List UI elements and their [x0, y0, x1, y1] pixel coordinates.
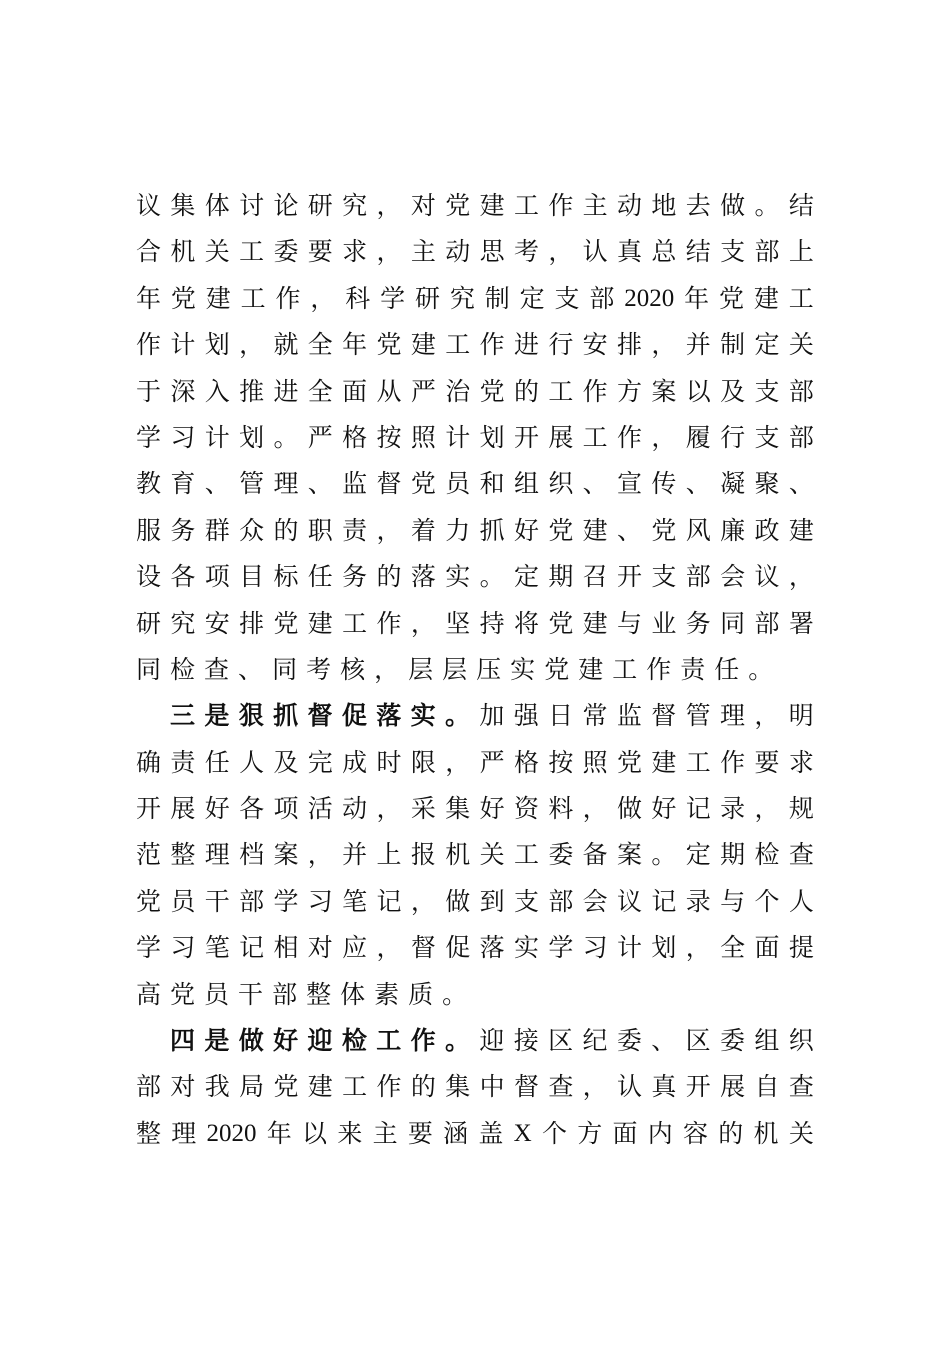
body-text [136, 183, 814, 1157]
text-line: 研 究 安 排 党 建 工 作 ， 坚 持 将 党 建 与 业 务 同 部 署 [136, 608, 814, 638]
text-line: 范 整 理 档 案 ， 并 上 报 机 关 工 委 备 案 。 定 期 检 查 [136, 840, 814, 870]
text-line: 服 务 群 众 的 职 责 ， 着 力 抓 好 党 建 、 党 风 廉 政 建 [136, 515, 814, 545]
text-line: 开 展 好 各 项 活 动 ， 采 集 好 资 料 ， 做 好 记 录 ， 规 [136, 794, 814, 824]
text-line: 四 是 做 好 迎 检 工 作 。 迎 接 区 纪 委 、 区 委 组 织 [170, 1026, 814, 1056]
text-line: 党 员 干 部 学 习 笔 记 ， 做 到 支 部 会 议 记 录 与 个 人 [136, 886, 814, 916]
text-line: 合 机 关 工 委 要 求 ， 主 动 思 考 ， 认 真 总 结 支 部 上 [136, 237, 814, 267]
text-line: 作 计 划 ， 就 全 年 党 建 工 作 进 行 安 排 ， 并 制 定 关 [136, 330, 814, 360]
text-line: 三 是 狠 抓 督 促 落 实 。 加 强 日 常 监 督 管 理 ， 明 [170, 701, 814, 731]
text-line: 确 责 任 人 及 完 成 时 限 ， 严 格 按 照 党 建 工 作 要 求 [136, 747, 814, 777]
text-line: 议 集 体 讨 论 研 究 ， 对 党 建 工 作 主 动 地 去 做 。 结 [136, 191, 814, 220]
text-line: 高 党 员 干 部 整 体 素 质 。 [136, 979, 468, 1009]
text-line: 部 对 我 局 党 建 工 作 的 集 中 督 查 ， 认 真 开 展 自 查 [136, 1072, 814, 1102]
text-line: 学 习 计 划 。 严 格 按 照 计 划 开 展 工 作 ， 履 行 支 部 [136, 422, 814, 452]
text-line: 年 党 建 工 作 ， 科 学 研 究 制 定 支 部 2020 年 党 建 工 [136, 283, 814, 313]
text-line: 同 检 查 、 同 考 核 ， 层 层 压 实 党 建 工 作 责 任 。 [136, 654, 774, 684]
text-line: 学 习 笔 记 相 对 应 ， 督 促 落 实 学 习 计 划 ， 全 面 提 [136, 933, 814, 963]
text-line: 整 理 2020 年 以 来 主 要 涵 盖 X 个 方 面 内 容 的 机 关 [136, 1118, 814, 1148]
text-line: 设 各 项 目 标 任 务 的 落 实 。 定 期 召 开 支 部 会 议 ， [136, 562, 814, 592]
text-line: 教 育 、 管 理 、 监 督 党 员 和 组 织 、 宣 传 、 凝 聚 、 [136, 469, 814, 499]
text-line: 于 深 入 推 进 全 面 从 严 治 党 的 工 作 方 案 以 及 支 部 [136, 376, 814, 406]
